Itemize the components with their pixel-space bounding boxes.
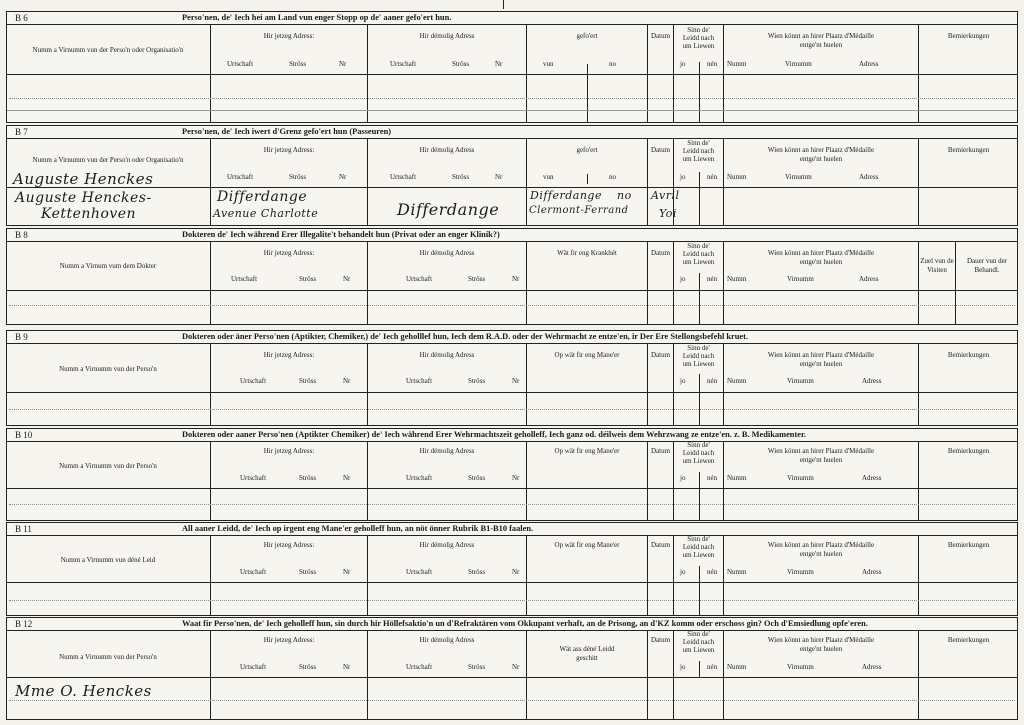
alive-header: Leidd nach — [682, 352, 715, 360]
no-label: nén — [707, 474, 718, 482]
table-rule — [7, 74, 1017, 75]
to-label: no — [609, 60, 616, 68]
table-rule — [7, 187, 1017, 188]
section-b11 — [6, 522, 1018, 616]
section-code: B 6 — [15, 13, 28, 23]
table-rule — [699, 273, 700, 325]
street-label: Ströss — [289, 173, 307, 181]
street-label: Ströss — [289, 60, 307, 68]
number-label: Nr — [495, 173, 503, 181]
date-header: Datum — [650, 146, 671, 154]
table-rule — [9, 409, 1015, 410]
section-header — [7, 523, 1017, 536]
alive-header: um Liewen — [682, 646, 715, 654]
yes-label: jo — [680, 377, 686, 385]
firstname-label: Virnumm — [785, 60, 812, 68]
current-address-header: Hir jetzeg Adress: — [263, 351, 315, 359]
table-rule — [7, 488, 1017, 489]
table-rule — [723, 241, 724, 325]
table-rule — [587, 64, 588, 123]
section-header — [7, 429, 1017, 442]
medal-header: Wien könnt an hirer Plaatz d'Médaille — [767, 541, 875, 549]
remarks-header: Bemierkungen — [947, 146, 990, 154]
handwritten-current-town: Differdange — [217, 189, 308, 205]
alive-header: Sinn de' — [687, 441, 710, 449]
street-label: Ströss — [452, 60, 470, 68]
name-label: Numm — [727, 568, 747, 576]
no-label: nén — [707, 663, 718, 671]
number-label: Nr — [512, 663, 520, 671]
current-address-header: Hir jetzeg Adress: — [263, 447, 315, 455]
section-code: B 12 — [15, 619, 33, 629]
date-header: Datum — [650, 447, 671, 455]
medal-header: entge'nt huelen — [799, 645, 843, 653]
name-label: Numm — [727, 377, 747, 385]
street-label: Ströss — [299, 568, 317, 576]
table-rule — [526, 343, 527, 426]
former-address-header: Hir démolig Adress — [419, 447, 475, 455]
section-header — [7, 618, 1017, 631]
driven-header: gefo'ert — [576, 146, 598, 154]
handwritten-name: Mme O. Henckes — [15, 682, 152, 700]
yes-label: jo — [680, 275, 686, 283]
number-label: Nr — [339, 60, 347, 68]
number-label: Nr — [495, 60, 503, 68]
alive-header: um Liewen — [682, 360, 715, 368]
current-address-header: Hir jetzeg Adress: — [263, 32, 315, 40]
address-label: Adress — [859, 275, 879, 283]
former-address-header: Hir démolig Adress — [419, 636, 475, 644]
town-label: Urtschaft — [390, 60, 417, 68]
street-label: Ströss — [299, 377, 317, 385]
town-label: Urtschaft — [406, 568, 433, 576]
medal-header: Wien könnt an hirer Plaatz d'Médaille — [767, 636, 875, 644]
manner-header: Op wät fir eng Mane'er — [554, 541, 620, 549]
what-happened-header: Wät ass déné Leidd — [559, 645, 615, 653]
table-rule — [367, 630, 368, 720]
date-header: Datum — [650, 351, 671, 359]
firstname-label: Virnumm — [787, 663, 814, 671]
col-name-header: Numm a Virnumm vun der Perso'n oder Organisatio'n — [32, 46, 184, 54]
table-rule — [723, 343, 724, 426]
section-title: Dokteren oder aaner Perso'nen (Aptikter Chemiker) de' Iech während Erer Wehrmachtszeit geholleff, Iech ganz od. déilweis dem Wehrzwang ze entze'en. z. B. Medikamenter. — [182, 430, 807, 439]
section-code: B 8 — [15, 230, 28, 240]
date-header: Datum — [650, 32, 671, 40]
alive-header: Leidd nach — [682, 638, 715, 646]
table-rule — [9, 700, 1015, 701]
current-address-header: Hir jetzeg Adress: — [263, 249, 315, 257]
table-rule — [699, 472, 700, 521]
medal-header: Wien könnt an hirer Plaatz d'Médaille — [767, 146, 875, 154]
name-label: Numm — [727, 474, 747, 482]
alive-header: Sinn de' — [687, 139, 710, 147]
yes-label: jo — [680, 173, 686, 181]
street-label: Ströss — [299, 474, 317, 482]
remarks-header: Bemierkungen — [947, 447, 990, 455]
section-b7 — [6, 125, 1018, 226]
table-rule — [723, 630, 724, 720]
medal-header: entge'nt huelen — [799, 360, 843, 368]
table-rule — [723, 138, 724, 226]
table-rule — [210, 343, 211, 426]
yes-label: jo — [680, 474, 686, 482]
date-header: Datum — [650, 249, 671, 257]
alive-header: Sinn de' — [687, 26, 710, 34]
table-rule — [7, 582, 1017, 583]
alive-header: um Liewen — [682, 155, 715, 163]
alive-header: Leidd nach — [682, 250, 715, 258]
manner-header: Op wät fir eng Mane'er — [554, 447, 620, 455]
medal-header: entge'nt huelen — [799, 155, 843, 163]
no-label: nén — [707, 60, 718, 68]
town-label: Urtschaft — [231, 275, 258, 283]
firstname-label: Virnumm — [787, 275, 814, 283]
illness-header: Wät fir eng Krankhét — [557, 249, 617, 257]
table-rule — [7, 677, 1017, 678]
street-label: Ströss — [468, 568, 486, 576]
alive-header: Leidd nach — [682, 34, 715, 42]
date-header: Datum — [650, 636, 671, 644]
street-label: Ströss — [452, 173, 470, 181]
alive-header: um Liewen — [682, 42, 715, 50]
date-header: Datum — [650, 541, 671, 549]
table-rule — [9, 600, 1015, 601]
alive-header: Sinn de' — [687, 630, 710, 638]
table-rule — [699, 566, 700, 616]
section-title: Dokteren de' Iech während Erer Illegalite't behandelt hun (Privat oder an enger Klinik?) — [182, 230, 500, 239]
firstname-label: Virnumm — [787, 568, 814, 576]
address-label: Adress — [862, 474, 882, 482]
table-rule — [7, 392, 1017, 393]
name-label: Numm — [727, 60, 747, 68]
table-rule — [699, 62, 700, 123]
table-rule — [699, 172, 700, 226]
page-top-mark — [503, 0, 504, 9]
table-rule — [526, 535, 527, 616]
section-header — [7, 229, 1017, 242]
name-label: Numm — [727, 275, 747, 283]
col-name-header: Numm a Virnum vum dem Dokter — [59, 262, 157, 270]
no-label: nén — [707, 275, 718, 283]
to-label: no — [609, 173, 616, 181]
table-rule — [210, 241, 211, 325]
name-label: Numm — [727, 173, 747, 181]
section-b9 — [6, 330, 1018, 426]
table-rule — [7, 110, 1017, 111]
handwritten-from: Differdange — [530, 189, 602, 202]
number-label: Nr — [512, 568, 520, 576]
duration-header: Dauer vun der Behandl. — [966, 257, 1008, 274]
section-code: B 10 — [15, 430, 33, 440]
table-rule — [7, 290, 1017, 291]
col-name-header: Numm a Virnumm vun der Perso'n — [59, 462, 157, 470]
table-rule — [723, 441, 724, 521]
medal-header: Wien könnt an hirer Plaatz d'Médaille — [767, 32, 875, 40]
handwritten-name: Kettenhoven — [41, 206, 137, 222]
alive-header: um Liewen — [682, 551, 715, 559]
handwritten-current-street: Avenue Charlotte — [213, 207, 319, 220]
section-code: B 9 — [15, 332, 28, 342]
driven-header: gefo'ert — [576, 32, 598, 40]
street-label: Ströss — [468, 275, 486, 283]
alive-header: Sinn de' — [687, 242, 710, 250]
what-happened-header: geschitt — [576, 654, 598, 662]
town-label: Urtschaft — [240, 474, 267, 482]
yes-label: jo — [680, 568, 686, 576]
yes-label: jo — [680, 60, 686, 68]
table-rule — [526, 241, 527, 325]
address-label: Adress — [859, 60, 879, 68]
table-rule — [918, 241, 919, 325]
number-label: Nr — [343, 663, 351, 671]
number-label: Nr — [512, 377, 520, 385]
table-rule — [526, 138, 527, 226]
town-label: Urtschaft — [390, 173, 417, 181]
number-label: Nr — [343, 568, 351, 576]
alive-header: Leidd nach — [682, 449, 715, 457]
section-b12 — [6, 617, 1018, 720]
handwritten-date: Yoi — [659, 207, 677, 220]
town-label: Urtschaft — [240, 568, 267, 576]
street-label: Ströss — [468, 377, 486, 385]
manner-header: Op wät fir eng Mane'er — [554, 351, 620, 359]
table-rule — [210, 630, 211, 720]
alive-header: um Liewen — [682, 258, 715, 266]
medal-header: Wien könnt an hirer Plaatz d'Médaille — [767, 351, 875, 359]
town-label: Urtschaft — [240, 663, 267, 671]
from-label: vun — [543, 60, 554, 68]
table-rule — [9, 98, 1015, 99]
address-label: Adress — [859, 173, 879, 181]
address-label: Adress — [862, 568, 882, 576]
former-address-header: Hir démolig Adress — [419, 32, 475, 40]
table-rule — [367, 343, 368, 426]
handwritten-name-header: Auguste Henckes — [13, 170, 154, 188]
town-label: Urtschaft — [227, 173, 254, 181]
former-address-header: Hir démolig Adress — [419, 351, 475, 359]
table-rule — [210, 441, 211, 521]
number-label: Nr — [512, 275, 520, 283]
col-name-header: Numm a Virnumm vun der Perso'n — [59, 365, 157, 373]
table-rule — [367, 535, 368, 616]
town-label: Urtschaft — [406, 377, 433, 385]
handwritten-to: Clermont-Ferrand — [529, 205, 629, 216]
number-label: Nr — [343, 474, 351, 482]
former-address-header: Hir démolig Adress — [419, 541, 475, 549]
col-name-header: Numm a Virnumm vun der Perso'n oder Organisatio'n — [32, 156, 184, 164]
remarks-header: Bemierkungen — [947, 351, 990, 359]
handwritten-date: Avril — [651, 189, 680, 202]
alive-header: Sinn de' — [687, 344, 710, 352]
firstname-label: Virnumm — [785, 173, 812, 181]
section-b6 — [6, 11, 1018, 123]
table-rule — [210, 535, 211, 616]
handwritten-name: Auguste Henckes- — [15, 190, 152, 206]
medal-header: entge'nt huelen — [799, 258, 843, 266]
number-label: Nr — [343, 377, 351, 385]
section-code: B 7 — [15, 127, 28, 137]
section-b8 — [6, 228, 1018, 325]
current-address-header: Hir jetzeg Adress: — [263, 636, 315, 644]
table-rule — [587, 174, 588, 184]
street-label: Ströss — [468, 474, 486, 482]
no-label: nén — [707, 173, 718, 181]
number-label: Nr — [512, 474, 520, 482]
medal-header: Wien könnt an hirer Plaatz d'Médaille — [767, 249, 875, 257]
town-label: Urtschaft — [240, 377, 267, 385]
table-rule — [210, 138, 211, 226]
remarks-header: Bemierkungen — [947, 636, 990, 644]
table-rule — [918, 441, 919, 521]
section-title: Waat fir Perso'nen, de' Iech geholleff hun, sin durch hir Höllefsaktio'n un d'Refraktären vom Okkupant verhaft, an de Prisong, an d'KZ komm oder erschoss gin? Och d'Emsiedlung opfe'eren. — [182, 619, 868, 628]
section-title: Dokteren oder äner Perso'nen (Aptikter, Chemiker,) de' Iech geholllef hun, Iech dem R.A.D. oder der Wehrmacht ze entze'en, ir Der Ere Stellongsbefehl kruet. — [182, 332, 749, 341]
number-label: Nr — [339, 173, 347, 181]
medal-header: Wien könnt an hirer Plaatz d'Médaille — [767, 447, 875, 455]
name-label: Numm — [727, 663, 747, 671]
alive-header: Leidd nach — [682, 147, 715, 155]
table-rule — [9, 305, 1015, 306]
town-label: Urtschaft — [406, 474, 433, 482]
col-name-header: Numm a Virnumm vun déné Leid — [60, 556, 156, 564]
firstname-label: Virnumm — [787, 474, 814, 482]
street-label: Ströss — [299, 275, 317, 283]
address-label: Adress — [862, 377, 882, 385]
town-label: Urtschaft — [406, 663, 433, 671]
table-rule — [699, 661, 700, 677]
table-rule — [367, 241, 368, 325]
section-header — [7, 331, 1017, 344]
table-rule — [367, 138, 368, 226]
street-label: Ströss — [299, 663, 317, 671]
section-header — [7, 126, 1017, 139]
section-title: All aaner Leidd, de' Iech op irgent eng Mane'er geholleff hun, an nöt önner Rubrik B1-B10 faalen. — [182, 524, 534, 533]
section-code: B 11 — [15, 524, 32, 534]
from-label: vun — [543, 173, 554, 181]
current-address-header: Hir jetzeg Adress: — [263, 541, 315, 549]
table-rule — [955, 241, 956, 325]
table-rule — [918, 343, 919, 426]
medal-header: entge'nt huelen — [799, 456, 843, 464]
alive-header: um Liewen — [682, 457, 715, 465]
table-rule — [526, 441, 527, 521]
col-name-header: Numm a Virnumm vun der Perso'n — [59, 653, 157, 661]
address-label: Adress — [862, 663, 882, 671]
handwritten-former-town: Differdange — [397, 200, 500, 219]
former-address-header: Hir démolig Adress — [419, 146, 475, 154]
handwritten-to-label: no — [617, 189, 632, 202]
table-rule — [526, 630, 527, 720]
table-rule — [918, 630, 919, 720]
visits-header: Zuel vun de Visiten — [920, 257, 954, 274]
town-label: Urtschaft — [406, 275, 433, 283]
table-rule — [723, 535, 724, 616]
number-label: Nr — [343, 275, 351, 283]
yes-label: jo — [680, 663, 686, 671]
street-label: Ströss — [468, 663, 486, 671]
former-address-header: Hir démolig Adress — [419, 249, 475, 257]
current-address-header: Hir jetzeg Adress: — [263, 146, 315, 154]
section-b10 — [6, 428, 1018, 521]
medal-header: entge'nt huelen — [799, 550, 843, 558]
table-rule — [699, 374, 700, 426]
section-title: Perso'nen, de' Iech hei am Land vun enger Stopp op de' aaner gefo'ert hun. — [182, 13, 452, 22]
table-rule — [367, 441, 368, 521]
section-title: Perso'nen, de' Iech iwert d'Grenz gefo'ert hun (Passeuren) — [182, 127, 392, 136]
no-label: nén — [707, 568, 718, 576]
remarks-header: Bemierkungen — [947, 32, 990, 40]
table-rule — [918, 535, 919, 616]
town-label: Urtschaft — [227, 60, 254, 68]
table-rule — [9, 504, 1015, 505]
remarks-header: Bemierkungen — [947, 541, 990, 549]
alive-header: Sinn de' — [687, 535, 710, 543]
alive-header: Leidd nach — [682, 543, 715, 551]
firstname-label: Virnumm — [787, 377, 814, 385]
section-header — [7, 12, 1017, 25]
medal-header: entge'nt huelen — [799, 41, 843, 49]
no-label: nén — [707, 377, 718, 385]
table-rule — [918, 138, 919, 226]
